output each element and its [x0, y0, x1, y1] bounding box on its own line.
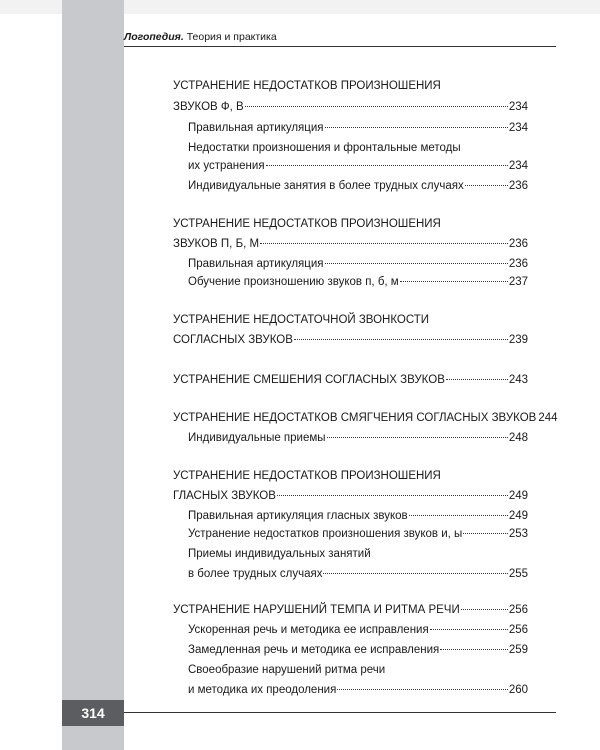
toc-entry-page: 243: [508, 374, 528, 386]
toc-entry-page: 249: [508, 490, 528, 502]
dot-leader: [260, 242, 508, 244]
toc-entry: [188, 564, 528, 584]
toc-entry-line: [173, 214, 528, 234]
dot-leader: [277, 494, 508, 496]
toc-entry-line: [188, 138, 543, 158]
book-title: Логопедия.: [124, 31, 184, 43]
toc-entry-title: Своеобразие нарушений ритма речи: [188, 664, 386, 676]
toc-entry-title: Приемы индивидуальных занятий: [188, 548, 371, 560]
toc-entry-page: 236: [508, 258, 528, 270]
toc-entry-page: 236: [508, 238, 528, 250]
toc-entry: [188, 680, 528, 700]
toc-entry: [188, 254, 528, 274]
toc-entry-page: 236: [508, 180, 528, 192]
toc-entry-title: Обучение произношению звуков п, б, м: [188, 276, 399, 288]
toc-entry: [173, 486, 528, 506]
toc-entry-title: Замедленная речь и методика ее исправления: [188, 644, 440, 656]
toc-entry-page: 249: [508, 510, 528, 522]
toc-entry: [188, 118, 528, 138]
toc-entry: [188, 506, 528, 526]
toc-entry-line: [173, 76, 528, 96]
toc-entry: [173, 330, 528, 350]
toc-entry-page: 244: [538, 412, 558, 424]
dot-leader: [465, 184, 508, 186]
toc-entry: [173, 97, 528, 117]
toc-entry-title: Правильная артикуляция: [188, 258, 324, 270]
toc-entry-title: Ускоренная речь и методика ее исправления: [188, 624, 429, 636]
dot-leader: [325, 126, 508, 128]
dot-leader: [430, 628, 508, 630]
toc-entry-title: УСТРАНЕНИЕ НЕДОСТАТОЧНОЙ ЗВОНКОСТИ: [173, 314, 430, 326]
toc-entry-page: 237: [508, 276, 528, 288]
dot-leader: [294, 338, 508, 340]
toc-entry: [188, 176, 528, 196]
toc-entry-page: 256: [508, 604, 528, 616]
toc-entry-page: 239: [508, 334, 528, 346]
dot-leader: [323, 572, 507, 574]
toc-entry-page: 253: [508, 528, 528, 540]
toc-entry-title: УСТРАНЕНИЕ НАРУШЕНИЙ ТЕМПА И РИТМА РЕЧИ: [173, 604, 460, 616]
toc-entry-title: УСТРАНЕНИЕ НЕДОСТАТКОВ ПРОИЗНОШЕНИЯ: [173, 470, 441, 482]
toc-entry-page: 259: [508, 644, 528, 656]
toc-entry-line: [188, 544, 543, 564]
toc-entry-title: Правильная артикуляция: [188, 122, 324, 134]
toc-entry-title: Недостатки произношения и фронтальные методы: [188, 142, 461, 154]
toc-entry-page: 234: [508, 101, 528, 113]
toc-entry-line: [188, 660, 543, 680]
toc-entry-page: 255: [508, 568, 528, 580]
toc-entry-page: 234: [508, 160, 528, 172]
toc-entry-title: Правильная артикуляция гласных звуков: [188, 510, 408, 522]
dot-leader: [245, 105, 508, 107]
toc-entry-title: Индивидуальные приемы: [188, 432, 326, 444]
dot-leader: [461, 608, 508, 610]
book-subtitle: Теория и практика: [183, 31, 277, 43]
toc-entry-title: УСТРАНЕНИЕ НЕДОСТАТКОВ ПРОИЗНОШЕНИЯ: [173, 218, 441, 230]
toc-entry-line: [173, 310, 528, 330]
toc-entry-title: в более трудных случаях: [188, 568, 323, 580]
dot-leader: [409, 514, 508, 516]
toc-entry: [173, 234, 528, 254]
toc-entry-title: и методика их преодоления: [188, 684, 337, 696]
toc-entry: [173, 370, 528, 390]
toc-entry-title: Устранение недостатков произношения звуков и, ы: [188, 528, 463, 540]
toc-entry: [188, 272, 528, 292]
toc-entry-title: их устранения: [188, 160, 265, 172]
toc-entry: [173, 408, 558, 428]
toc-entry-title: УСТРАНЕНИЕ НЕДОСТАТКОВ ПРОИЗНОШЕНИЯ: [173, 80, 441, 92]
toc-entry-title: Индивидуальные занятия в более трудных случаях: [188, 180, 464, 192]
toc-entry: [188, 428, 528, 448]
dot-leader: [337, 688, 507, 690]
dot-leader: [463, 532, 507, 534]
toc-entry-page: 234: [508, 122, 528, 134]
toc-entry-page: 260: [508, 684, 528, 696]
toc-entry: [188, 640, 528, 660]
dot-leader: [325, 262, 508, 264]
toc-entry: [188, 620, 528, 640]
dot-leader: [327, 436, 508, 438]
toc-entry: [173, 600, 528, 620]
toc-entry: [188, 156, 528, 176]
toc-entry: [188, 524, 528, 544]
toc-entry-title: СОГЛАСНЫХ ЗВУКОВ: [173, 334, 293, 346]
dot-leader: [400, 280, 508, 282]
page-number: 314: [62, 700, 124, 726]
toc-entry-line: [173, 466, 528, 486]
toc-entry-title: ЗВУКОВ Ф, В: [173, 101, 244, 113]
dot-leader: [266, 164, 508, 166]
toc-entry-title: УСТРАНЕНИЕ НЕДОСТАТКОВ СМЯГЧЕНИЯ СОГЛАСНЫХ ЗВУКОВ: [173, 412, 537, 424]
toc-entry-title: ЗВУКОВ П, Б, М: [173, 238, 260, 250]
toc-entry-page: 256: [508, 624, 528, 636]
footer-rule: [124, 712, 556, 713]
dot-leader: [440, 648, 508, 650]
toc-entry-page: 248: [508, 432, 528, 444]
toc-entry-title: УСТРАНЕНИЕ СМЕШЕНИЯ СОГЛАСНЫХ ЗВУКОВ: [173, 374, 445, 386]
toc-entry-title: ГЛАСНЫХ ЗВУКОВ: [173, 490, 276, 502]
dot-leader: [446, 378, 508, 380]
